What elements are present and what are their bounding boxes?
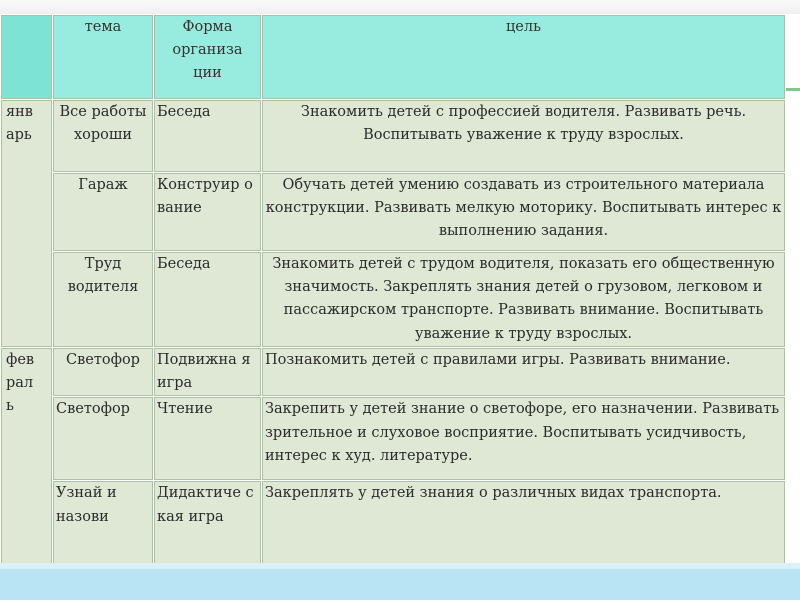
- form-text: Дидактиче ская игра: [157, 485, 254, 525]
- slide-top-band: [0, 0, 800, 14]
- goal-cell: Закрепить у детей знание о светофоре, его назначении. Развивать зрительное и слуховое восприятие. Воспитывать усидчивость, интерес к худ. литературе.: [262, 397, 786, 481]
- goal-cell: Обучать детей умению создавать из строительного материала конструкции. Развивать мелкую моторику. Воспитывать интерес к выполнению задания.: [262, 173, 786, 252]
- goal-cell: Познакомить детей с правилами игры. Развивать внимание.: [262, 348, 786, 397]
- form-cell: [154, 348, 262, 397]
- form-cell: Беседа: [154, 252, 262, 348]
- month-cell-january: [1, 100, 53, 348]
- topic-cell: Светофор: [53, 348, 154, 397]
- table-row: [1, 481, 786, 568]
- header-corner: [1, 15, 53, 100]
- header-topic: тема: [53, 15, 154, 100]
- goal-cell: Знакомить детей с трудом водителя, показать его общественную значимость. Закреплять знания детей о грузовом, легковом и пассажирском транспорте. Развивать внимание. Воспитывать уважение к труду взрослых.: [262, 252, 786, 348]
- form-text: Подвижна я игра: [157, 352, 251, 392]
- topic-cell: Светофор: [53, 397, 154, 481]
- table-row: [1, 252, 786, 348]
- form-cell: Чтение: [154, 397, 262, 481]
- header-form: Форма организа ции: [154, 15, 262, 100]
- plan-table: [0, 14, 786, 568]
- goal-cell: Знакомить детей с профессией водителя. Развивать речь. Воспитывать уважение к труду взрослых.: [262, 100, 786, 173]
- topic-cell: Гараж: [53, 173, 154, 252]
- month-cell-february: [1, 348, 53, 568]
- form-cell: [154, 481, 262, 568]
- month-label: янв арь: [6, 104, 33, 144]
- header-row: [1, 15, 786, 100]
- header-goal: цель: [262, 15, 786, 100]
- table-row: [1, 397, 786, 481]
- month-label: фев рал ь: [6, 352, 35, 415]
- table-row: [1, 100, 786, 173]
- table-row: [1, 173, 786, 252]
- form-text: Конструир ование: [157, 177, 253, 217]
- topic-cell: Труд водителя: [53, 252, 154, 348]
- topic-cell: Все работы хороши: [53, 100, 154, 173]
- form-cell: Беседа: [154, 100, 262, 173]
- topic-cell: Узнай и назови: [53, 481, 154, 568]
- slide-footer-band: [0, 563, 800, 600]
- goal-cell: Закреплять у детей знания о различных видах транспорта.: [262, 481, 786, 568]
- table-row: [1, 348, 786, 397]
- form-cell: [154, 173, 262, 252]
